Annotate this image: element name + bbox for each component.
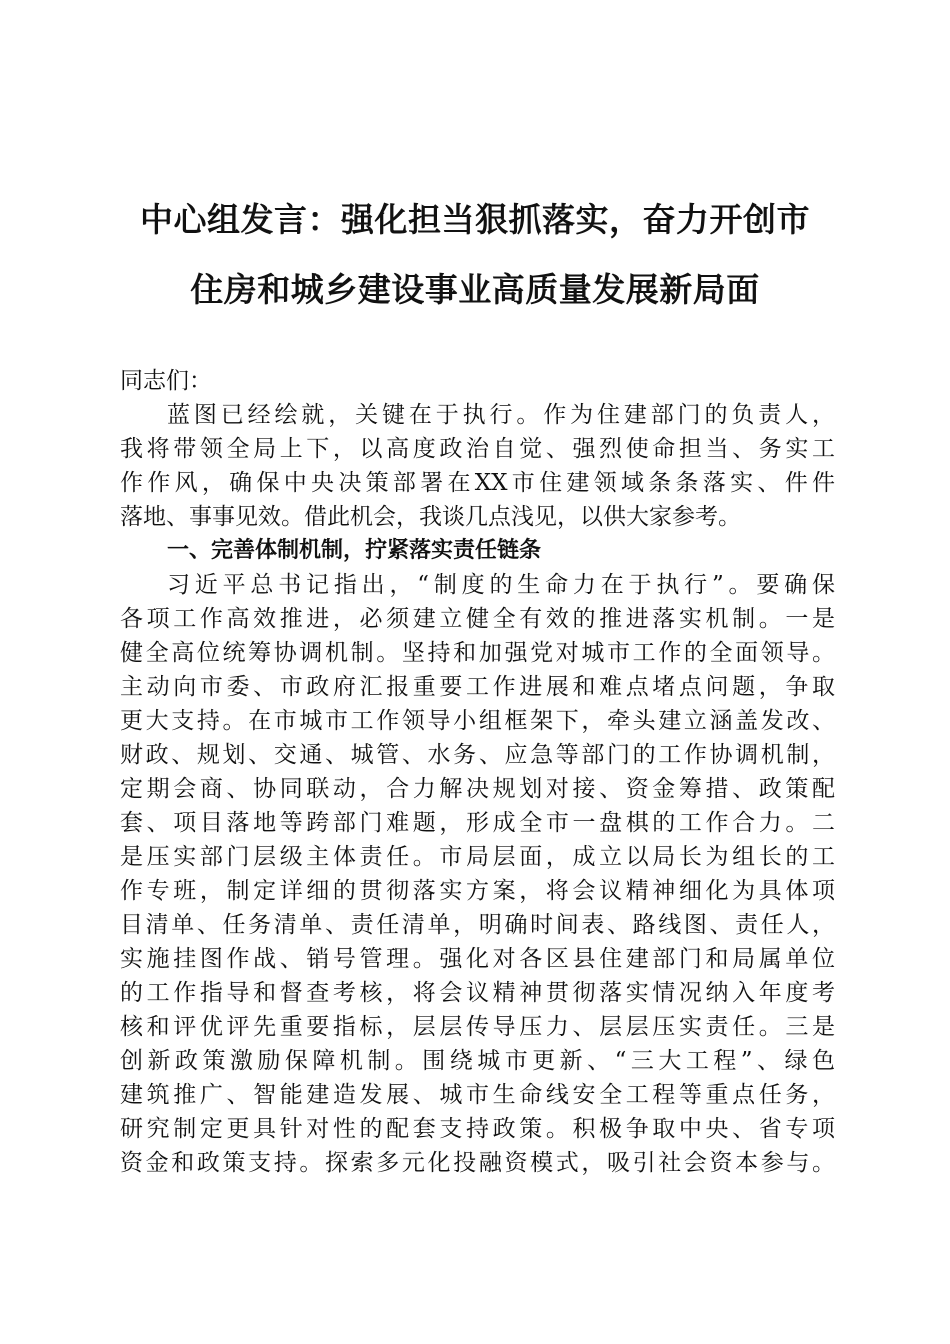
body-text-line: 实施挂图作战、销号管理。强化对各区县住建部门和局属单位 <box>120 946 835 972</box>
body-text-line: 建筑推广、智能建造发展、城市生命线安全工程等重点任务， <box>120 1082 835 1108</box>
body-text-line: 是压实部门层级主体责任。市局层面，成立以局长为组长的工 <box>120 844 835 870</box>
body-text-line: 更大支持。在市城市工作领导小组框架下，牵头建立涵盖发改、 <box>120 708 835 734</box>
document-title-line-1: 中心组发言：强化担当狠抓落实，奋力开创市 <box>140 200 810 239</box>
intro-line: 蓝图已经绘就，关键在于执行。作为住建部门的负责人， <box>167 402 835 428</box>
body-text-line: 核和评优评先重要指标，层层传导压力、层层压实责任。三是 <box>120 1014 835 1040</box>
body-text-line: 创新政策激励保障机制。围绕城市更新、“三大工程”、绿色 <box>120 1048 835 1074</box>
body-text-line: 目清单、任务清单、责任清单，明确时间表、路线图、责任人， <box>120 912 835 938</box>
body-text-line: 主动向市委、市政府汇报重要工作进展和难点堵点问题，争取 <box>120 674 835 700</box>
body-text-line: 研究制定更具针对性的配套支持政策。积极争取中央、省专项 <box>120 1116 835 1142</box>
body-text-line: 各项工作高效推进，必须建立健全有效的推进落实机制。一是 <box>120 606 835 632</box>
body-text-line: 习近平总书记指出，“制度的生命力在于执行”。要确保 <box>167 572 835 598</box>
intro-line: 作作风，确保中央决策部署在XX市住建领域条条落实、件件 <box>120 470 835 496</box>
body-text-line: 定期会商、协同联动，合力解决规划对接、资金筹措、政策配 <box>120 776 835 802</box>
salutation: 同志们： <box>120 368 212 394</box>
body-text-line: 套、项目落地等跨部门难题，形成全市一盘棋的工作合力。二 <box>120 810 835 836</box>
body-text-line: 作专班，制定详细的贯彻落实方案，将会议精神细化为具体项 <box>120 878 835 904</box>
intro-line: 落地、事事见效。借此机会，我谈几点浅见，以供大家参考。 <box>120 504 741 530</box>
intro-line: 我将带领全局上下，以高度政治自觉、强烈使命担当、务实工 <box>120 436 835 462</box>
body-text-line: 资金和政策支持。探索多元化投融资模式，吸引社会资本参与。 <box>120 1150 835 1176</box>
body-text-line: 的工作指导和督查考核，将会议精神贯彻落实情况纳入年度考 <box>120 980 835 1006</box>
document-title-line-2: 住房和城乡建设事业高质量发展新局面 <box>190 270 760 309</box>
section-heading: 一、完善体制机制，拧紧落实责任链条 <box>167 538 542 563</box>
body-text-line: 健全高位统筹协调机制。坚持和加强党对城市工作的全面领导。 <box>120 640 835 666</box>
body-text-line: 财政、规划、交通、城管、水务、应急等部门的工作协调机制， <box>120 742 835 768</box>
